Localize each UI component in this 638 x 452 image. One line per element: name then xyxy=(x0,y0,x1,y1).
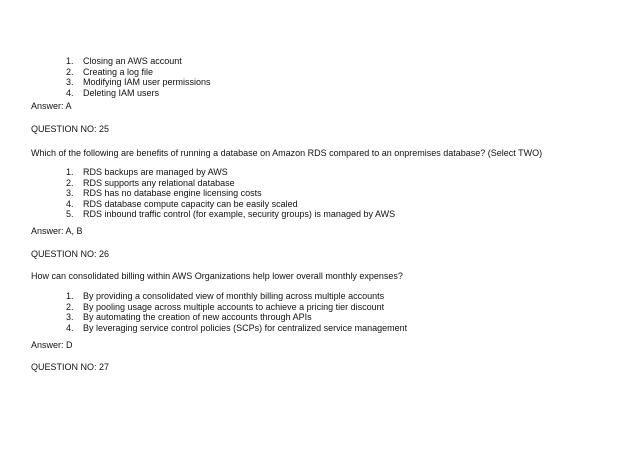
option-number: 4. xyxy=(66,322,74,333)
q24-answer: Answer: A xyxy=(31,101,72,111)
q24-option-2 xyxy=(66,67,211,78)
q24-option-1 xyxy=(66,56,211,67)
q26-option-list xyxy=(66,291,407,333)
option-number: 4. xyxy=(66,87,74,98)
q26-answer: Answer: D xyxy=(31,340,73,350)
q25-question: Which of the following are benefits of running a database on Amazon RDS compared to an onpremises database? (Select TWO) xyxy=(31,148,543,158)
option-text: RDS inbound traffic control (for example, security groups) is managed by AWS xyxy=(83,209,396,219)
q25-option-1 xyxy=(66,167,395,178)
option-text: RDS backups are managed by AWS xyxy=(83,167,228,177)
q25-option-3 xyxy=(66,188,395,199)
option-text: By automating the creation of new accounts through APIs xyxy=(83,312,312,322)
option-number: 1. xyxy=(66,167,74,177)
q25-option-2 xyxy=(66,178,395,189)
option-number: 1. xyxy=(66,291,74,301)
option-number: 2. xyxy=(66,177,74,188)
option-text: RDS database compute capacity can be easily scaled xyxy=(83,198,298,209)
option-number: 3. xyxy=(66,77,74,87)
option-number: 4. xyxy=(66,198,74,209)
option-number: 1. xyxy=(66,56,74,66)
option-text: RDS supports any relational database xyxy=(83,177,235,188)
option-number: 3. xyxy=(66,312,74,322)
option-text: By providing a consolidated view of monthly billing across multiple accounts xyxy=(83,291,385,301)
q24-option-3 xyxy=(66,77,211,88)
option-text: RDS has no database engine licensing costs xyxy=(83,188,262,198)
option-number: 5. xyxy=(66,209,74,219)
q26-heading: QUESTION NO: 26 xyxy=(31,249,110,259)
q26-option-3 xyxy=(66,312,407,323)
option-text: Modifying IAM user permissions xyxy=(83,77,211,87)
q25-option-5 xyxy=(66,209,395,220)
q25-option-4 xyxy=(66,199,395,210)
option-text: By leveraging service control policies (SCPs) for centralized service management xyxy=(83,322,408,333)
q24-option-4 xyxy=(66,88,211,99)
q24-option-list xyxy=(66,56,211,98)
q26-option-4 xyxy=(66,323,407,334)
option-text: Creating a log file xyxy=(83,66,154,77)
q26-question: How can consolidated billing within AWS Organizations help lower overall monthly expenses? xyxy=(31,271,403,281)
q26-option-2 xyxy=(66,302,407,313)
q25-heading: QUESTION NO: 25 xyxy=(31,124,110,134)
q27-heading: QUESTION NO: 27 xyxy=(31,362,110,372)
option-text: Deleting IAM users xyxy=(83,87,160,98)
option-number: 3. xyxy=(66,188,74,198)
q26-option-1 xyxy=(66,291,407,302)
option-number: 2. xyxy=(66,66,74,77)
option-text: By pooling usage across multiple accounts to achieve a pricing tier discount xyxy=(83,301,385,312)
option-number: 2. xyxy=(66,301,74,312)
q25-answer: Answer: A, B xyxy=(31,226,83,236)
q25-option-list xyxy=(66,167,395,220)
option-text: Closing an AWS account xyxy=(83,56,182,66)
